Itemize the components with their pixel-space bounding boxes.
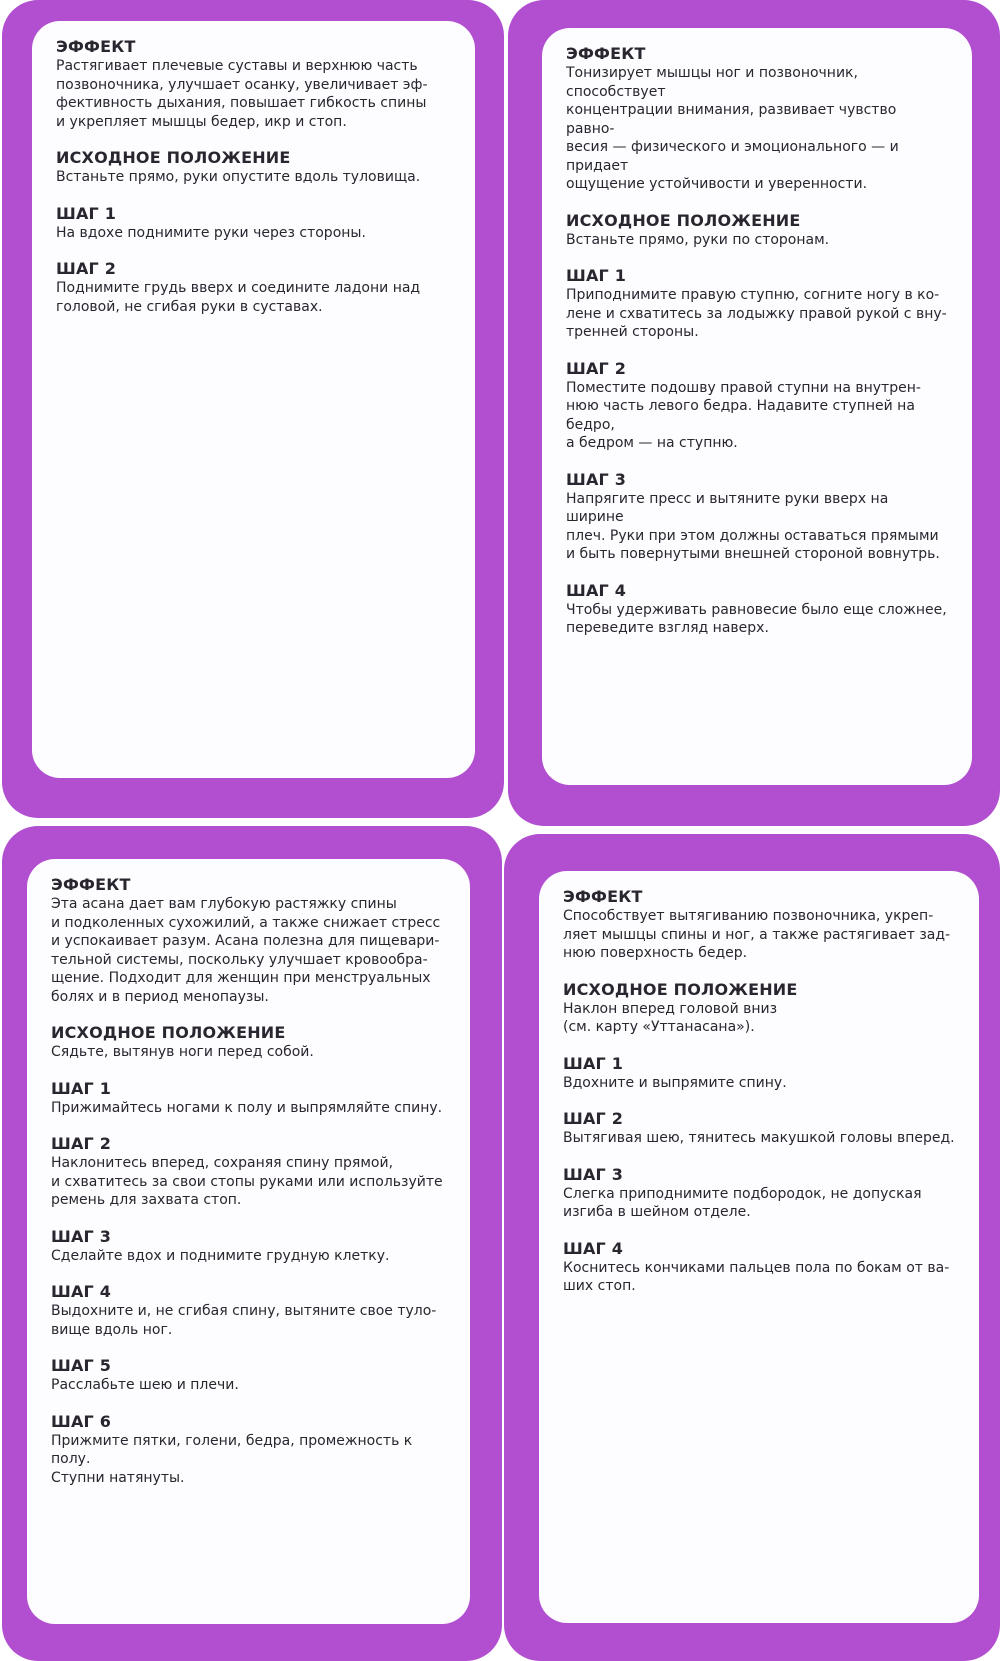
section-step-1 bbox=[56, 204, 451, 243]
section-text: Чтобы удерживать равновесие было еще сложнее, переведите взгляд наверх. bbox=[566, 601, 947, 636]
section-text: Вытягивая шею, тянитесь макушкой головы вперед. bbox=[563, 1130, 955, 1146]
section-text: Встаньте прямо, руки опустите вдоль туловища. bbox=[56, 169, 421, 185]
section-heading: ЭФФЕКТ bbox=[566, 44, 646, 63]
section-heading: ШАГ 3 bbox=[563, 1164, 624, 1184]
section-text: Слегка приподнимите подбородок, не допуская изгиба в шейном отделе. bbox=[563, 1185, 922, 1220]
section-heading: ШАГ 6 bbox=[51, 1411, 112, 1431]
section-heading: ШАГ 5 bbox=[51, 1356, 112, 1375]
section-text: Способствует вытягиванию позвоночника, укреп- ляет мышцы спины и ног, а также растягивает зад- нюю поверхность бедер. bbox=[563, 908, 951, 961]
section-effect bbox=[51, 875, 446, 1006]
section-step-1 bbox=[51, 1079, 446, 1118]
section-step-1 bbox=[563, 1054, 955, 1093]
section-heading: ШАГ 3 bbox=[566, 469, 627, 489]
section-heading: ЭФФЕКТ bbox=[51, 875, 131, 894]
section-step-2 bbox=[566, 359, 948, 453]
section-step-3 bbox=[566, 470, 948, 564]
section-text: Расслабьте шею и плечи. bbox=[51, 1377, 239, 1393]
section-step-2 bbox=[563, 1109, 955, 1148]
section-heading: ИСХОДНОЕ ПОЛОЖЕНИЕ bbox=[563, 979, 798, 999]
card-tadasana-arms-up bbox=[2, 0, 504, 818]
section-text: Наклон вперед головой вниз (см. карту «Уттанасана»). bbox=[563, 1000, 778, 1035]
section-heading: ИСХОДНОЕ ПОЛОЖЕНИЕ bbox=[566, 210, 801, 230]
card-face bbox=[539, 871, 979, 1623]
section-step-2 bbox=[56, 259, 451, 316]
section-step-3 bbox=[563, 1165, 955, 1222]
section-text: Растягивает плечевые суставы и верхнюю часть позвоночника, улучшает осанку, увеличивает эф- фективность дыхания, повышает гибкость спины и укрепляет мышцы бедер, икр и стоп. bbox=[56, 58, 428, 130]
section-heading: ЭФФЕКТ bbox=[56, 37, 136, 56]
section-text: На вдохе поднимите руки через стороны. bbox=[56, 224, 366, 241]
section-heading: ЭФФЕКТ bbox=[563, 887, 643, 906]
section-heading: ШАГ 4 bbox=[563, 1238, 624, 1258]
section-heading: ШАГ 1 bbox=[563, 1053, 624, 1073]
section-start-position bbox=[563, 980, 955, 1037]
section-heading: ШАГ 4 bbox=[51, 1282, 112, 1301]
section-heading: ШАГ 1 bbox=[51, 1078, 112, 1098]
section-heading: ШАГ 1 bbox=[56, 203, 117, 223]
section-step-3 bbox=[51, 1227, 446, 1266]
section-start-position bbox=[56, 148, 451, 187]
section-step-4 bbox=[566, 581, 948, 638]
section-text: Коснитесь кончиками пальцев пола по бокам от ва- ших стоп. bbox=[563, 1259, 950, 1294]
section-text: Выдохните и, не сгибая спину, вытяните свое туло- вище вдоль ног. bbox=[51, 1303, 437, 1338]
section-text: Сделайте вдох и поднимите грудную клетку. bbox=[51, 1247, 390, 1264]
section-step-6 bbox=[51, 1412, 446, 1488]
card-face bbox=[27, 859, 470, 1624]
section-text: Прижимайтесь ногами к полу и выпрямляйте спину. bbox=[51, 1099, 443, 1116]
section-text: Приподнимите правую ступню, согните ногу в ко- лене и схватитесь за лодыжку правой рукой с вну- тренней стороны. bbox=[566, 287, 947, 340]
card-tree-pose bbox=[508, 0, 1000, 826]
section-heading: ШАГ 2 bbox=[566, 358, 627, 378]
card-face bbox=[542, 28, 972, 785]
section-text: Наклонитесь вперед, сохраняя спину прямой, и схватитесь за свои стопы руками или используйте ремень для захвата стоп. bbox=[51, 1155, 443, 1208]
section-heading: ШАГ 2 bbox=[51, 1134, 112, 1153]
section-text: Напрягите пресс и вытяните руки вверх на ширине плеч. Руки при этом должны оставаться прямыми и быть повернутыми внешней стороной вовнутрь. bbox=[566, 490, 940, 562]
section-start-position bbox=[51, 1023, 446, 1062]
section-step-4 bbox=[51, 1282, 446, 1339]
section-heading: ШАГ 2 bbox=[563, 1109, 624, 1128]
section-heading: ИСХОДНОЕ ПОЛОЖЕНИЕ bbox=[51, 1023, 286, 1042]
card-face bbox=[32, 21, 475, 778]
card-half-forward-bend bbox=[504, 834, 1000, 1661]
section-heading: ШАГ 2 bbox=[56, 259, 117, 278]
section-text: Вдохните и выпрямите спину. bbox=[563, 1074, 787, 1091]
section-effect bbox=[56, 37, 451, 131]
section-heading: ИСХОДНОЕ ПОЛОЖЕНИЕ bbox=[56, 148, 291, 167]
section-step-5 bbox=[51, 1356, 446, 1395]
section-start-position bbox=[566, 211, 948, 250]
section-step-2 bbox=[51, 1134, 446, 1210]
section-effect bbox=[566, 44, 948, 194]
section-text: Эта асана дает вам глубокую растяжку спины и подколенных сухожилий, а также снижает стресс и успокаивает разум. Асана полезна для пищевари- тельной системы, поскольку улучшает кровообра- щение. Подходит для женщин при менструальных болях и в период менопаузы. bbox=[51, 896, 441, 1005]
section-text: Сядьте, вытянув ноги перед собой. bbox=[51, 1044, 314, 1060]
section-heading: ШАГ 1 bbox=[566, 266, 627, 285]
section-text: Поднимите грудь вверх и соедините ладони над головой, не сгибая руки в суставах. bbox=[56, 280, 421, 315]
section-text: Поместите подошву правой ступни на внутрен- нюю часть левого бедра. Надавите ступней на бедро, а бедром — на ступню. bbox=[566, 379, 921, 451]
section-step-4 bbox=[563, 1239, 955, 1296]
section-heading: ШАГ 4 bbox=[566, 580, 627, 600]
section-effect bbox=[563, 887, 955, 963]
section-step-1 bbox=[566, 266, 948, 342]
section-text: Прижмите пятки, голени, бедра, промежность к полу. Ступни натянуты. bbox=[51, 1432, 413, 1486]
section-heading: ШАГ 3 bbox=[51, 1226, 112, 1246]
section-text: Встаньте прямо, руки по сторонам. bbox=[566, 231, 830, 248]
card-seated-forward-bend bbox=[2, 826, 502, 1661]
section-text: Тонизирует мышцы ног и позвоночник, способствует концентрации внимания, развивает чувство равно- весия — физического и эмоционального — и придает ощущение устойчивости и уверенности. bbox=[566, 65, 899, 192]
